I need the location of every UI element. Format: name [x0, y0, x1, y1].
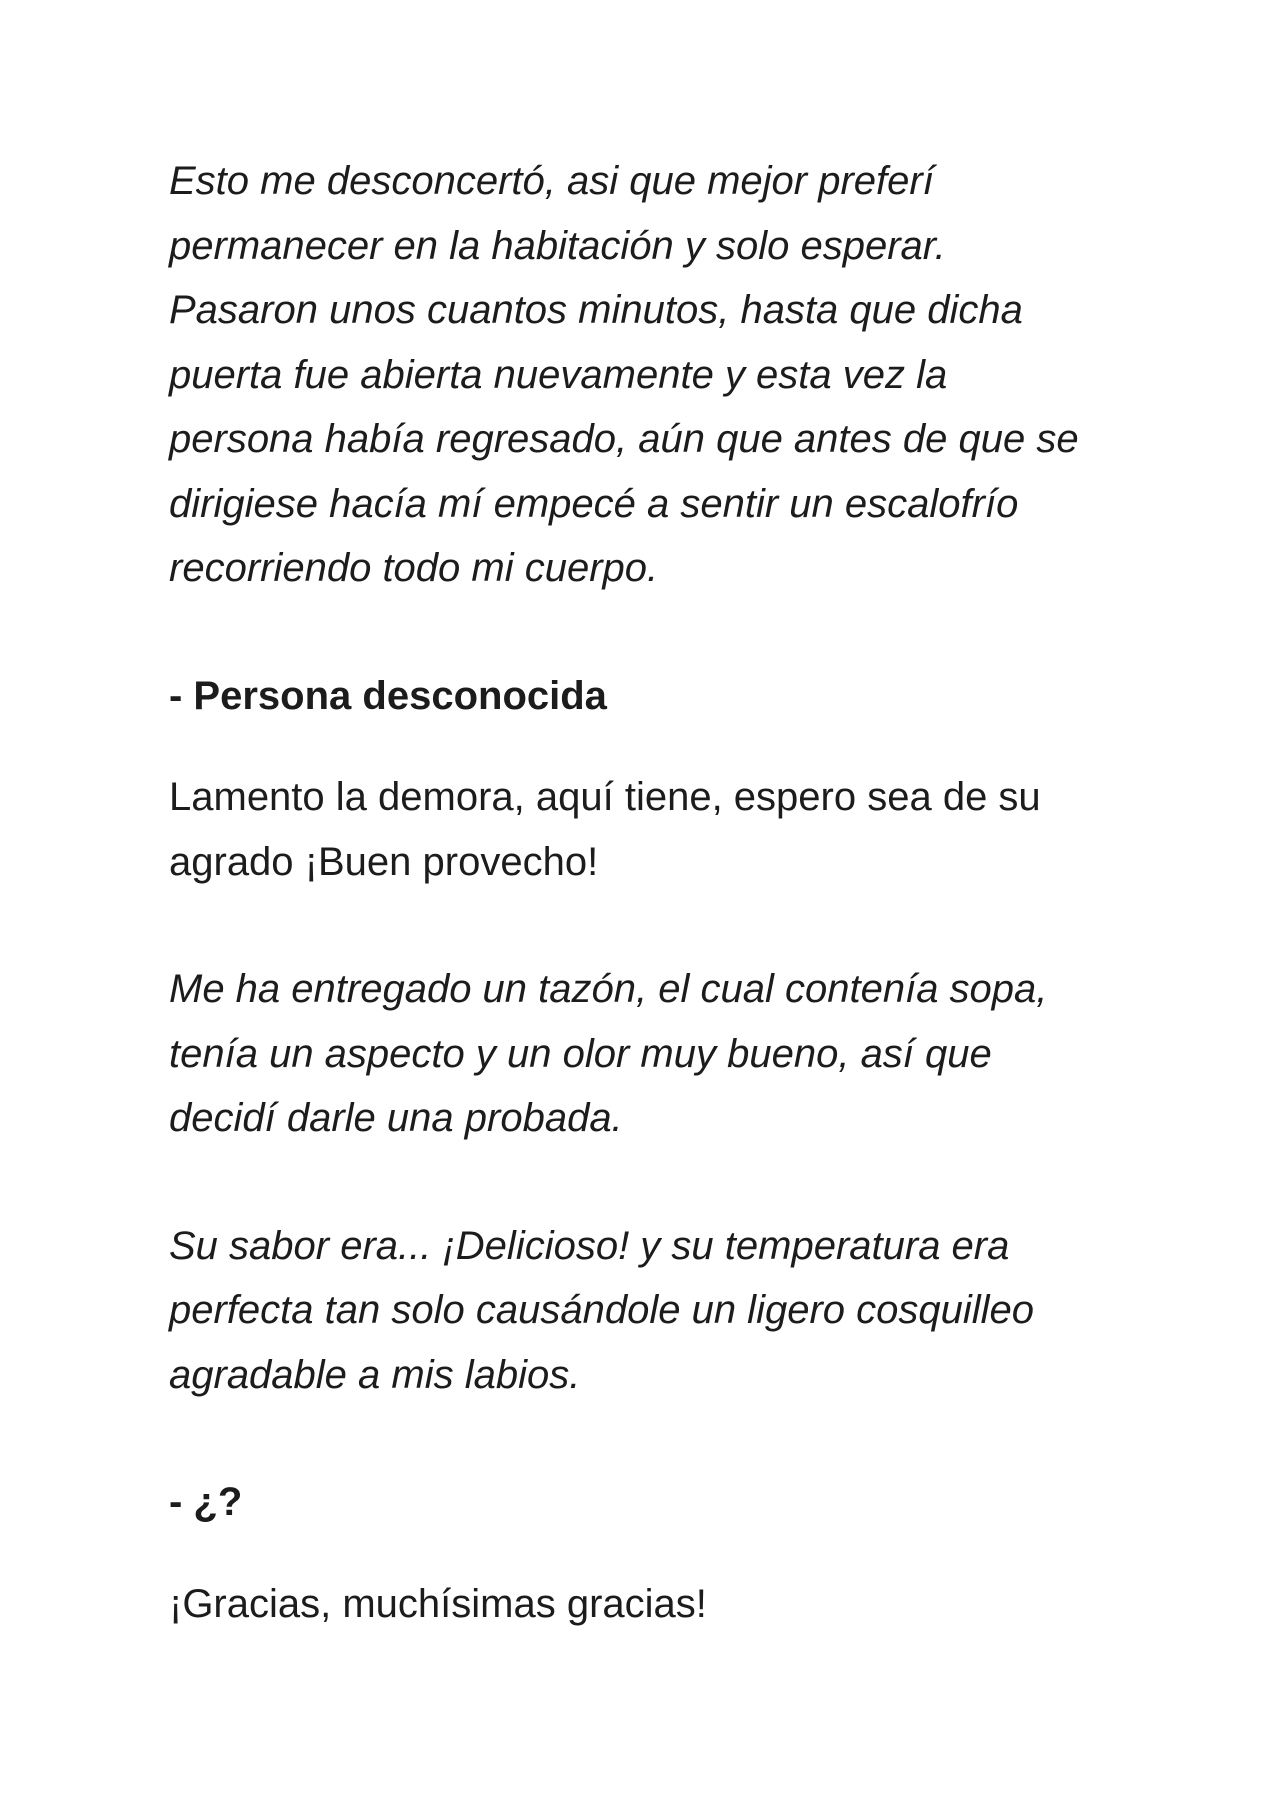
text-line: Me ha entregado un tazón, el cual contenía sopa,	[169, 967, 1048, 1011]
paragraph-spacer	[169, 1407, 1149, 1470]
text-line: Esto me desconcertó, asi que mejor preferí	[169, 159, 934, 203]
text-line: agradable a mis labios.	[169, 1352, 581, 1397]
text-line: puerta fue abierta nuevamente y esta vez la	[169, 352, 948, 397]
text-line: agrado ¡Buen provecho!	[169, 839, 599, 884]
text-line: dirigiese hacía mí empecé a sentir un escalofrío	[169, 481, 1019, 526]
text-line: Pasaron unos cuantos minutos, hasta que dicha	[169, 288, 1023, 332]
text-line: decidí darle una probada.	[169, 1096, 623, 1140]
narration-paragraph	[169, 1214, 1149, 1408]
dialogue-paragraph	[169, 1572, 1149, 1637]
text-line: permanecer en la habitación y solo esperar.	[169, 223, 946, 268]
paragraph-spacer	[169, 894, 1149, 957]
paragraph-spacer	[169, 1535, 1149, 1572]
speaker-heading	[169, 1470, 1149, 1535]
speaker-name: - Persona desconocida	[169, 673, 607, 718]
speaker-name: - ¿?	[169, 1480, 243, 1524]
text-line: tenía un aspecto y un olor muy bueno, así que	[169, 1031, 992, 1076]
text-line: recorriendo todo mi cuerpo.	[169, 546, 659, 590]
dialogue-paragraph	[169, 765, 1149, 894]
paragraph-spacer	[169, 601, 1149, 664]
text-line: Su sabor era... ¡Delicioso! y su temperatura era	[169, 1223, 1010, 1268]
text-line: ¡Gracias, muchísimas gracias!	[169, 1581, 707, 1626]
text-line: perfecta tan solo causándole un ligero cosquilleo	[169, 1288, 1035, 1332]
paragraph-spacer	[169, 1151, 1149, 1214]
speaker-heading	[169, 664, 1149, 729]
narration-paragraph	[169, 957, 1149, 1151]
document-body	[169, 149, 1149, 1636]
text-line: persona había regresado, aún que antes de que se	[169, 417, 1079, 461]
text-line: Lamento la demora, aquí tiene, espero sea de su	[169, 775, 1041, 819]
narration-paragraph	[169, 149, 1149, 601]
paragraph-spacer	[169, 728, 1149, 765]
